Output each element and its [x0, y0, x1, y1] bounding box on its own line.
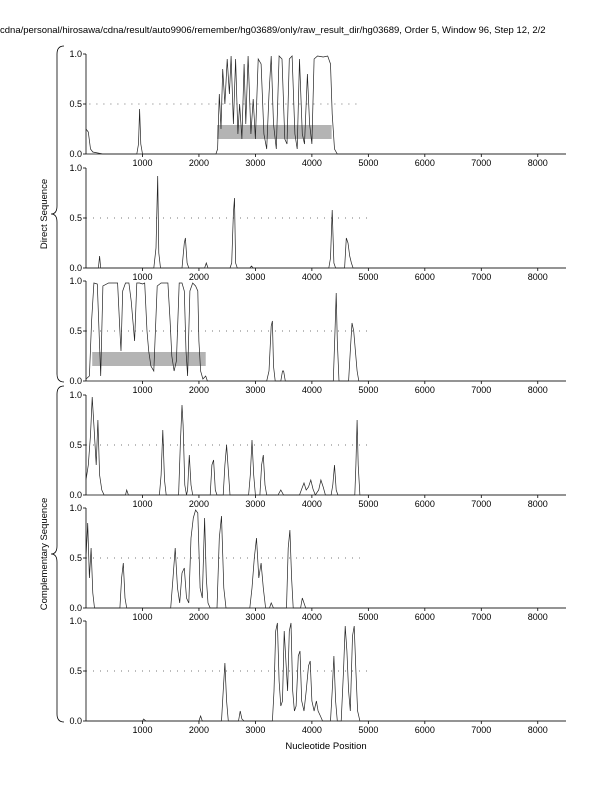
y-tick-label: 0.5 — [69, 553, 82, 563]
y-tick-label: 0.5 — [69, 440, 82, 450]
x-tick-label: 8000 — [527, 385, 548, 395]
x-tick-label: 1000 — [132, 612, 153, 622]
complementary-sequence-label: Complementary Sequence — [39, 497, 50, 611]
x-tick-label: 4000 — [301, 725, 322, 735]
y-tick-label: 0.5 — [69, 666, 82, 676]
score-series-line — [86, 176, 566, 268]
y-tick-label: 0.0 — [69, 149, 82, 159]
chart-file-title: cdna/personal/hirosawa/cdna/result/auto9906/remember/hg03689/only/raw_result_dir/hg03689, Order 5, Window 96, Step 12, 2/2 — [0, 25, 546, 36]
x-tick-label: 1000 — [132, 725, 153, 735]
x-tick-label: 3000 — [245, 612, 266, 622]
x-tick-label: 5000 — [358, 158, 379, 168]
x-tick-label: 2000 — [188, 725, 209, 735]
y-tick-label: 0.0 — [69, 263, 82, 273]
x-tick-label: 5000 — [358, 385, 379, 395]
x-tick-label: 8000 — [527, 612, 548, 622]
score-series-line — [86, 56, 566, 154]
x-tick-label: 3000 — [245, 725, 266, 735]
x-tick-label: 8000 — [527, 499, 548, 509]
x-tick-label: 3000 — [245, 499, 266, 509]
x-tick-label: 6000 — [414, 158, 435, 168]
x-tick-label: 8000 — [527, 725, 548, 735]
x-tick-label: 8000 — [527, 272, 548, 282]
x-tick-label: 5000 — [358, 499, 379, 509]
x-tick-label: 7000 — [471, 612, 492, 622]
score-series-line — [86, 623, 566, 721]
x-tick-label: 5000 — [358, 725, 379, 735]
x-tick-label: 8000 — [527, 158, 548, 168]
score-series-line — [86, 510, 566, 608]
chart-panels — [69, 49, 566, 735]
y-tick-label: 1.0 — [69, 390, 82, 400]
panel-1 — [69, 49, 566, 168]
x-tick-label: 7000 — [471, 725, 492, 735]
x-tick-label: 2000 — [188, 158, 209, 168]
x-tick-label: 6000 — [414, 272, 435, 282]
x-tick-label: 3000 — [245, 385, 266, 395]
x-tick-label: 6000 — [414, 725, 435, 735]
y-tick-label: 0.0 — [69, 490, 82, 500]
x-axis-label: Nucleotide Position — [285, 741, 367, 752]
y-tick-label: 0.5 — [69, 99, 82, 109]
y-tick-label: 1.0 — [69, 503, 82, 513]
y-tick-label: 0.0 — [69, 603, 82, 613]
y-tick-label: 0.5 — [69, 213, 82, 223]
x-tick-label: 2000 — [188, 272, 209, 282]
x-tick-label: 6000 — [414, 499, 435, 509]
x-tick-label: 5000 — [358, 272, 379, 282]
x-tick-label: 4000 — [301, 499, 322, 509]
x-tick-label: 3000 — [245, 158, 266, 168]
x-tick-label: 4000 — [301, 272, 322, 282]
x-tick-label: 5000 — [358, 612, 379, 622]
x-tick-label: 1000 — [132, 385, 153, 395]
panel-2 — [69, 163, 566, 282]
x-tick-label: 7000 — [471, 385, 492, 395]
x-tick-label: 2000 — [188, 499, 209, 509]
x-tick-label: 2000 — [188, 385, 209, 395]
panel-6 — [69, 616, 566, 735]
direct-sequence-brace — [51, 46, 64, 382]
y-tick-label: 1.0 — [69, 49, 82, 59]
panel-3 — [69, 276, 566, 395]
y-tick-label: 1.0 — [69, 163, 82, 173]
x-tick-label: 6000 — [414, 612, 435, 622]
x-tick-label: 1000 — [132, 272, 153, 282]
x-tick-label: 2000 — [188, 612, 209, 622]
score-series-line — [86, 283, 566, 381]
y-tick-label: 0.5 — [69, 326, 82, 336]
panel-4 — [69, 390, 566, 509]
y-tick-label: 1.0 — [69, 616, 82, 626]
y-tick-label: 0.0 — [69, 716, 82, 726]
panel-5 — [69, 503, 566, 622]
y-tick-label: 1.0 — [69, 276, 82, 286]
x-tick-label: 7000 — [471, 158, 492, 168]
x-tick-label: 6000 — [414, 385, 435, 395]
x-tick-label: 4000 — [301, 385, 322, 395]
x-tick-label: 1000 — [132, 158, 153, 168]
score-series-line — [86, 397, 566, 495]
complementary-sequence-brace — [51, 386, 64, 722]
direct-sequence-label: Direct Sequence — [39, 178, 50, 250]
x-tick-label: 7000 — [471, 499, 492, 509]
x-tick-label: 4000 — [301, 612, 322, 622]
y-tick-label: 0.0 — [69, 376, 82, 386]
x-tick-label: 3000 — [245, 272, 266, 282]
x-tick-label: 4000 — [301, 158, 322, 168]
x-tick-label: 1000 — [132, 499, 153, 509]
x-tick-label: 7000 — [471, 272, 492, 282]
